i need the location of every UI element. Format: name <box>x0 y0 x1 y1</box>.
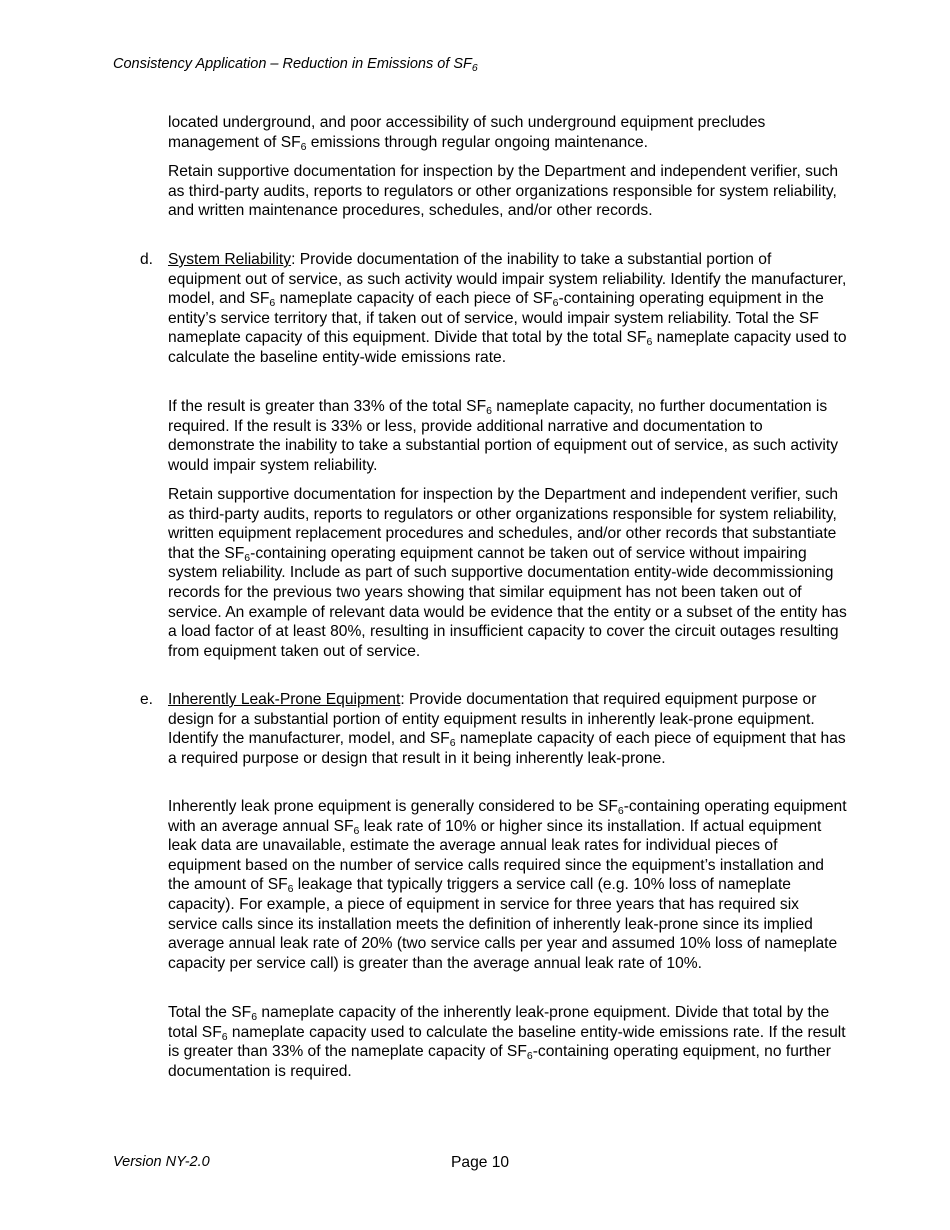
heading-leak-prone-equipment: Inherently Leak-Prone Equipment <box>168 691 401 708</box>
list-label-e: e. <box>140 691 154 708</box>
list-label-d: d. <box>140 251 154 268</box>
paragraph-underground-equipment: located underground, and poor accessibility of such underground equipment precludes management of $SF_6$ emissions through regular ongoing maintenance. <box>168 114 766 153</box>
paragraph-total-leak-prone: Total the $SF_6$ nameplate capacity of the inherently leak-prone equipment. Divide that total by the total $SF_6$ nameplate capacity used to calculate the baseline entity-wide emissions rate. If the result is greater than 33% of the nameplate capacity of $SF_6$-containing operating equipment, no further documentation is required. <box>168 1004 846 1080</box>
header-subscript: 6 <box>471 62 478 74</box>
list-item-leak-prone-equipment: Inherently Leak-Prone Equipment: Provide documentation that required equipment purpose or design for a substantial portion of entity equipment results in inherently leak-prone equipment. Identify the manufacturer, model, and $SF_6$ nameplate capacity of each piece of equipment that has a required purpose or design that result in it being inherently leak-prone. <box>168 691 846 767</box>
version-label: Version NY-2.0 <box>113 1154 210 1170</box>
header-text: Consistency Application – Reduction in Emissions of SF <box>113 56 472 72</box>
paragraph-result-threshold-1: If the result is greater than 33% of the total $SF_6$ nameplate capacity, no further documentation is required. If the result is 33% or less, provide additional narrative and documentation to demonstrate the inability to take a substantial portion of equipment out of service, as such activity would impair system reliability. <box>168 398 839 474</box>
paragraph-retain-documentation-2: Retain supportive documentation for inspection by the Department and independent verifier, such as third-party audits, reports to regulators or other organizations responsible for system reliability, written equipment replacement procedures and schedules, and/or other records that substantiate that the $SF_6$-containing operating equipment cannot be taken out of service without impairing system reliability. Include as part of such supportive documentation entity-wide decommissioning records for the previous two years showing that similar equipment has not been taken out of service. An example of relevant data would be evidence that the entity or a subset of the entity has a load factor of at least 80%, resulting in insufficient capacity to cover the circuit outages resulting from equipment taken out of service. <box>168 486 847 660</box>
running-header <box>113 56 478 72</box>
paragraph-retain-documentation-1: Retain supportive documentation for inspection by the Department and independent verifier, such as third-party audits, reports to regulators or other organizations responsible for system reliability, and written maintenance procedures, schedules, and/or other records. <box>168 163 839 220</box>
heading-system-reliability: System Reliability <box>168 251 292 268</box>
paragraph-leak-prone-definition: Inherently leak prone equipment is generally considered to be $SF_6$-containing operating equipment with an average annual $SF_6$ leak rate of 10% or higher since its installation. If actual equipment leak data are unavailable, estimate the average annual leak rates for individual pieces of equipment based on the number of service calls required since the equipment’s installation and the amount of $SF_6$ leakage that typically triggers a service call (e.g. 10% loss of nameplate capacity). For example, a piece of equipment in service for three years that has required six service calls since its installation meets the definition of inherently leak-prone since its implied average annual leak rate of 20% (two service calls per year and assumed 10% loss of nameplate capacity per service call) is greater than the average annual leak rate of 10%. <box>168 798 847 972</box>
page-number: Page 10 <box>451 1154 510 1171</box>
list-item-system-reliability: System Reliability: Provide documentation of the inability to take a substantial portion of equipment out of service, as such activity would impair system reliability. Identify the manufacturer, model, and $SF_6$ nameplate capacity of each piece of $SF_6$-containing operating equipment in the entity’s service territory that, if taken out of service, would impair system reliability. Total the SF nameplate capacity of this equipment. Divide that total by the total $SF_6$ nameplate capacity used to calculate the baseline entity-wide emissions rate. <box>168 251 847 366</box>
